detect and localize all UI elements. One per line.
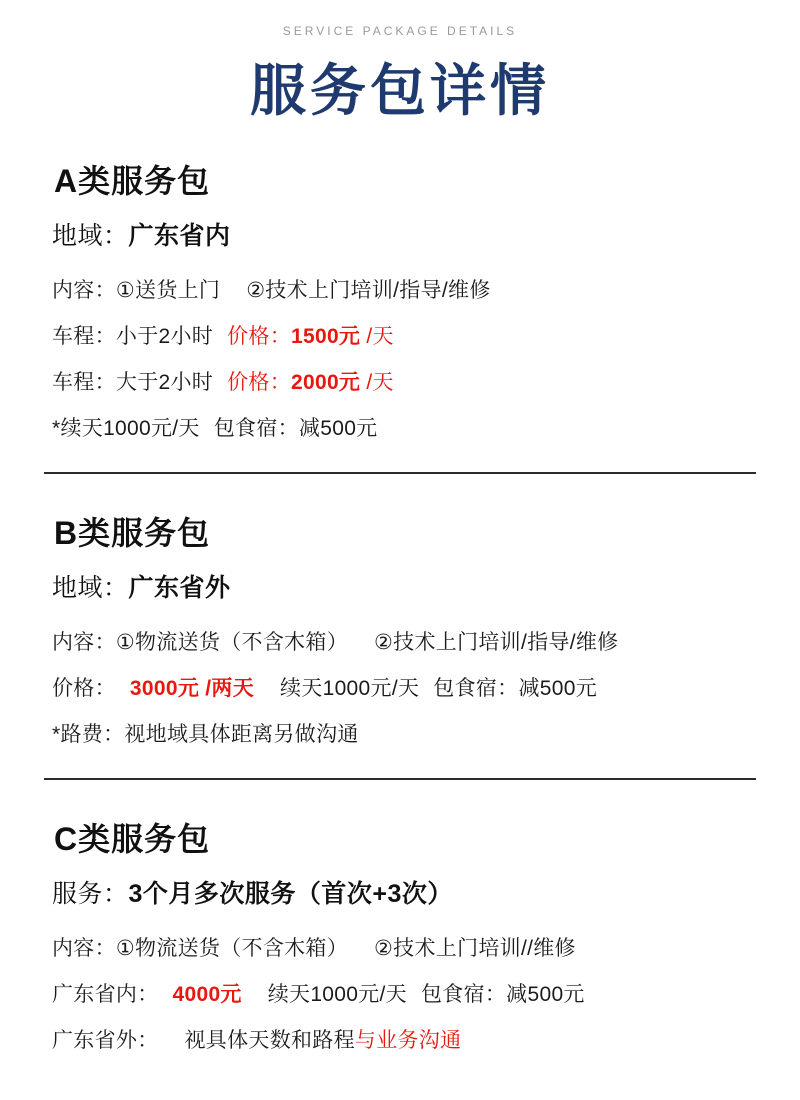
section-title: A类服务包 bbox=[54, 162, 211, 199]
highlight-text: /天 bbox=[360, 370, 394, 394]
price-value: 2000元 bbox=[291, 370, 361, 394]
text-run: ①物流送货（不含木箱） bbox=[115, 630, 349, 654]
highlight-text: 价格： bbox=[227, 370, 291, 394]
text-run: *续天1000元/天 bbox=[52, 416, 200, 440]
detail-row-b-content bbox=[52, 626, 754, 656]
section-divider bbox=[44, 472, 756, 474]
page-title: 服务包详情 bbox=[250, 59, 550, 122]
section-subtitle-label: 地域： bbox=[52, 573, 129, 602]
section-subtitle-value: 3个月多次服务（首次+3次） bbox=[128, 879, 453, 908]
section-package-a bbox=[40, 156, 760, 442]
text-run: 内容： bbox=[52, 630, 116, 654]
detail-row-a-content bbox=[52, 274, 754, 304]
text-run: ②技术上门培训//维修 bbox=[374, 936, 576, 960]
price-value: 3000元 bbox=[129, 676, 200, 700]
section-subtitle bbox=[52, 874, 754, 910]
section-subtitle-value: 广东省外 bbox=[128, 573, 231, 602]
text-run: 续天1000元/天 bbox=[280, 676, 420, 700]
eyebrow-label: SERVICE PACKAGE DETAILS bbox=[282, 24, 518, 38]
text-run: ②技术上门培训/指导/维修 bbox=[374, 630, 619, 654]
text-run: 包食宿：减500元 bbox=[213, 416, 378, 440]
text-run: 包食宿：减500元 bbox=[433, 676, 598, 700]
text-run: 包食宿：减500元 bbox=[420, 982, 585, 1006]
highlight-text: 价格： bbox=[227, 324, 291, 348]
price-value: /两天 bbox=[199, 676, 254, 700]
text-run: 车程：大于2小时 bbox=[52, 370, 214, 394]
price-value: 1500元 bbox=[291, 324, 361, 348]
spacer bbox=[46, 910, 754, 916]
text-run: 广东省外： bbox=[52, 1028, 159, 1052]
text-run: 内容： bbox=[52, 278, 116, 302]
text-run: 价格： bbox=[52, 676, 116, 700]
section-subtitle bbox=[52, 568, 754, 604]
section-package-c bbox=[40, 814, 760, 1054]
section-subtitle-value: 广东省内 bbox=[128, 221, 231, 250]
spacer bbox=[46, 252, 754, 258]
text-run: 车程：小于2小时 bbox=[52, 324, 214, 348]
detail-row-a-extra bbox=[52, 412, 754, 442]
price-value: 4000元 bbox=[172, 982, 242, 1006]
text-run: 视具体天数和路程 bbox=[184, 1028, 355, 1052]
highlight-text: 与业务沟通 bbox=[354, 1028, 462, 1052]
detail-row-a-price-under-2h bbox=[52, 320, 754, 350]
section-package-b bbox=[40, 508, 760, 748]
highlight-text: /天 bbox=[360, 324, 394, 348]
text-run: 广东省内： bbox=[52, 982, 159, 1006]
text-run: ②技术上门培训/指导/维修 bbox=[246, 278, 491, 302]
text-run: 内容： bbox=[52, 936, 116, 960]
spacer bbox=[46, 604, 754, 610]
section-divider bbox=[44, 778, 756, 780]
sections-container bbox=[40, 156, 760, 1054]
text-run: *路费：视地域具体距离另做沟通 bbox=[52, 722, 359, 746]
text-run: 续天1000元/天 bbox=[267, 982, 407, 1006]
section-title: C类服务包 bbox=[54, 820, 211, 857]
detail-row-b-price bbox=[52, 672, 754, 702]
detail-row-c-content bbox=[52, 932, 754, 962]
section-subtitle-label: 服务： bbox=[52, 879, 129, 908]
detail-row-b-travel-fee bbox=[52, 718, 754, 748]
detail-row-c-inside-guangdong bbox=[52, 978, 754, 1008]
text-run: ①物流送货（不含木箱） bbox=[115, 936, 349, 960]
text-run: ①送货上门 bbox=[115, 278, 221, 302]
section-subtitle bbox=[52, 216, 754, 252]
detail-row-c-outside-guangdong bbox=[52, 1024, 754, 1054]
section-subtitle-label: 地域： bbox=[52, 221, 129, 250]
section-title: B类服务包 bbox=[54, 514, 211, 551]
detail-row-a-price-over-2h bbox=[52, 366, 754, 396]
